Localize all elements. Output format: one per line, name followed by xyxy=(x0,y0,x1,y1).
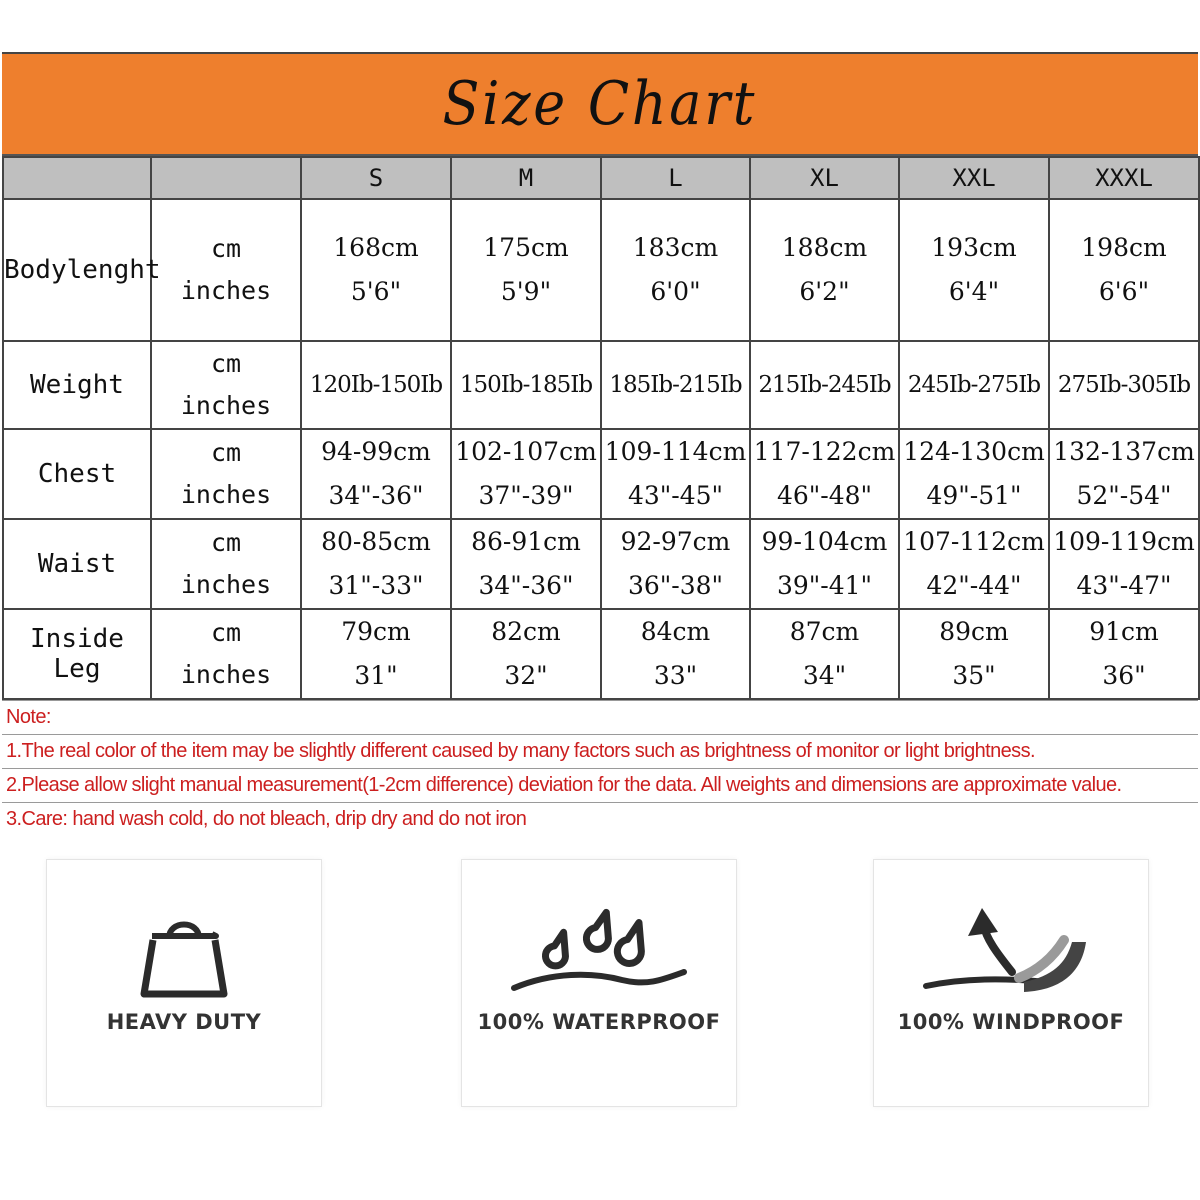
notes-section xyxy=(2,700,1198,836)
size-table xyxy=(2,156,1200,700)
feature-label: 100% WINDPROOF xyxy=(897,1010,1125,1034)
size-value: 117-122cm xyxy=(753,437,896,466)
size-value: 132-137cm xyxy=(1053,437,1195,466)
unit-label: cm xyxy=(210,234,242,263)
size-value-cell xyxy=(301,609,451,699)
size-value: 175cm xyxy=(483,233,569,262)
note-item: 3.Care: hand wash cold, do not bleach, drip dry and do not iron xyxy=(6,808,527,830)
size-value: 89cm xyxy=(939,617,1009,646)
size-chart xyxy=(2,52,1198,836)
size-value: 52"-54" xyxy=(1076,481,1172,510)
size-value: 102-107cm xyxy=(455,437,597,466)
size-value: 120Ib-150Ib xyxy=(309,372,443,398)
size-value: 183cm xyxy=(632,233,719,262)
feature-card-windproof xyxy=(874,860,1148,1106)
size-value: 31"-33" xyxy=(328,571,424,600)
size-value: 6'0" xyxy=(650,277,701,306)
size-header-xxxl: XXXL xyxy=(1049,157,1199,199)
size-value: 79cm xyxy=(341,617,411,646)
measurement-label: Inside Leg xyxy=(3,609,151,699)
size-value-cell xyxy=(601,609,750,699)
size-value-cell xyxy=(451,199,601,341)
size-value: 33" xyxy=(653,661,698,690)
size-value: 6'4" xyxy=(948,277,1000,306)
table-row xyxy=(3,429,1199,519)
size-value-cell xyxy=(899,341,1049,429)
unit-label: inches xyxy=(180,570,272,599)
measurement-label: Waist xyxy=(3,519,151,609)
size-value-cell xyxy=(301,519,451,609)
size-value-cell xyxy=(1049,609,1199,699)
size-value: 150Ib-185Ib xyxy=(459,372,593,398)
size-value: 109-114cm xyxy=(604,437,747,466)
size-value: 188cm xyxy=(781,233,868,262)
size-header-xl: XL xyxy=(750,157,899,199)
size-value-cell xyxy=(750,609,899,699)
size-value: 94-99cm xyxy=(321,437,431,466)
header-empty-cell xyxy=(3,157,151,199)
feature-card-heavy-duty xyxy=(47,860,321,1106)
size-value: 5'6" xyxy=(350,277,402,306)
size-value: 193cm xyxy=(931,233,1017,262)
size-header-row xyxy=(3,157,1199,199)
measurement-label: Chest xyxy=(3,429,151,519)
size-value: 6'6" xyxy=(1098,277,1150,306)
size-value-cell xyxy=(451,341,601,429)
size-value: 215Ib-245Ib xyxy=(758,372,891,398)
size-value-cell xyxy=(301,199,451,341)
size-value: 35" xyxy=(952,661,996,690)
unit-label: cm xyxy=(210,349,242,378)
size-value: 37"-39" xyxy=(478,481,574,510)
size-value: 43"-47" xyxy=(1076,571,1172,600)
size-value-cell xyxy=(601,199,750,341)
unit-label: inches xyxy=(180,276,272,305)
size-value: 49"-51" xyxy=(926,481,1022,510)
feature-label: HEAVY DUTY xyxy=(106,1010,262,1034)
size-value-cell xyxy=(750,341,899,429)
unit-label: cm xyxy=(210,618,242,647)
size-value-cell xyxy=(451,519,601,609)
wind-arrow-icon xyxy=(874,860,1148,1010)
size-value: 42"-44" xyxy=(926,571,1022,600)
size-value: 6'2" xyxy=(799,277,850,306)
size-value: 107-112cm xyxy=(903,527,1045,556)
size-value-cell xyxy=(301,341,451,429)
table-row xyxy=(3,609,1199,699)
size-value: 275Ib-305Ib xyxy=(1057,372,1191,398)
size-value: 34"-36" xyxy=(328,481,424,510)
feature-card-waterproof xyxy=(462,860,736,1106)
size-value: 87cm xyxy=(789,617,860,646)
size-value-cell xyxy=(750,429,899,519)
size-value-cell xyxy=(1049,519,1199,609)
size-header-s: S xyxy=(301,157,451,199)
size-value: 36" xyxy=(1102,661,1146,690)
table-row xyxy=(3,341,1199,429)
size-value: 91cm xyxy=(1089,617,1159,646)
shopping-bag-icon xyxy=(47,860,321,1010)
size-value-cell xyxy=(899,199,1049,341)
size-value: 109-119cm xyxy=(1053,527,1195,556)
size-value-cell xyxy=(301,429,451,519)
unit-cell xyxy=(151,519,301,609)
unit-cell xyxy=(151,429,301,519)
size-value-cell xyxy=(1049,429,1199,519)
size-chart-title-bar xyxy=(2,54,1198,156)
size-value: 86-91cm xyxy=(471,527,581,556)
size-value-cell xyxy=(899,609,1049,699)
size-value: 32" xyxy=(504,661,548,690)
size-value-cell xyxy=(601,519,750,609)
size-value-cell xyxy=(451,429,601,519)
size-value: 99-104cm xyxy=(761,527,888,556)
size-value: 5'9" xyxy=(500,277,552,306)
size-value-cell xyxy=(750,199,899,341)
size-value-cell xyxy=(899,429,1049,519)
size-value: 82cm xyxy=(491,617,561,646)
note-item: 2.Please allow slight manual measurement(1-2cm difference) deviation for the data. All weights and dimensions are approximate value. xyxy=(2,769,1198,803)
unit-label: inches xyxy=(180,480,272,509)
size-value: 36"-38" xyxy=(627,571,724,600)
note-item: 1.The real color of the item may be slightly different caused by many factors such as brightness of monitor or light brightness. xyxy=(2,735,1198,769)
size-value: 31" xyxy=(354,661,398,690)
unit-label: inches xyxy=(180,660,272,689)
size-value-cell xyxy=(899,519,1049,609)
water-drops-icon xyxy=(462,860,736,1010)
measurement-label: Weight xyxy=(3,341,151,429)
feature-label: 100% WATERPROOF xyxy=(477,1010,721,1034)
size-value: 46"-48" xyxy=(776,481,873,510)
size-header-l: L xyxy=(601,157,750,199)
table-row xyxy=(3,519,1199,609)
size-value-cell xyxy=(1049,199,1199,341)
size-value: 168cm xyxy=(333,233,419,262)
note-heading: Note: xyxy=(2,701,1198,735)
measurement-label: Bodylenght xyxy=(3,199,151,341)
size-value: 43"-45" xyxy=(627,481,724,510)
size-value: 84cm xyxy=(640,617,711,646)
unit-cell xyxy=(151,609,301,699)
unit-label: cm xyxy=(210,528,242,557)
size-value: 39"-41" xyxy=(776,571,873,600)
unit-label: inches xyxy=(180,391,272,420)
size-value-cell xyxy=(451,609,601,699)
unit-cell xyxy=(151,341,301,429)
unit-cell xyxy=(151,199,301,341)
size-header-m: M xyxy=(451,157,601,199)
size-value-cell xyxy=(601,429,750,519)
size-value: 80-85cm xyxy=(321,527,431,556)
size-value-cell xyxy=(750,519,899,609)
size-value: 245Ib-275Ib xyxy=(907,372,1041,398)
size-value: 92-97cm xyxy=(620,527,731,556)
table-row xyxy=(3,199,1199,341)
size-value: 124-130cm xyxy=(903,437,1045,466)
header-empty-cell xyxy=(151,157,301,199)
size-value: 34"-36" xyxy=(478,571,574,600)
size-value: 34" xyxy=(802,661,847,690)
size-value-cell xyxy=(1049,341,1199,429)
unit-label: cm xyxy=(210,438,242,467)
size-header-xxl: XXL xyxy=(899,157,1049,199)
page-title: Size Chart xyxy=(442,69,758,139)
size-value: 185Ib-215Ib xyxy=(609,372,742,398)
size-value: 198cm xyxy=(1081,233,1167,262)
size-value-cell xyxy=(601,341,750,429)
